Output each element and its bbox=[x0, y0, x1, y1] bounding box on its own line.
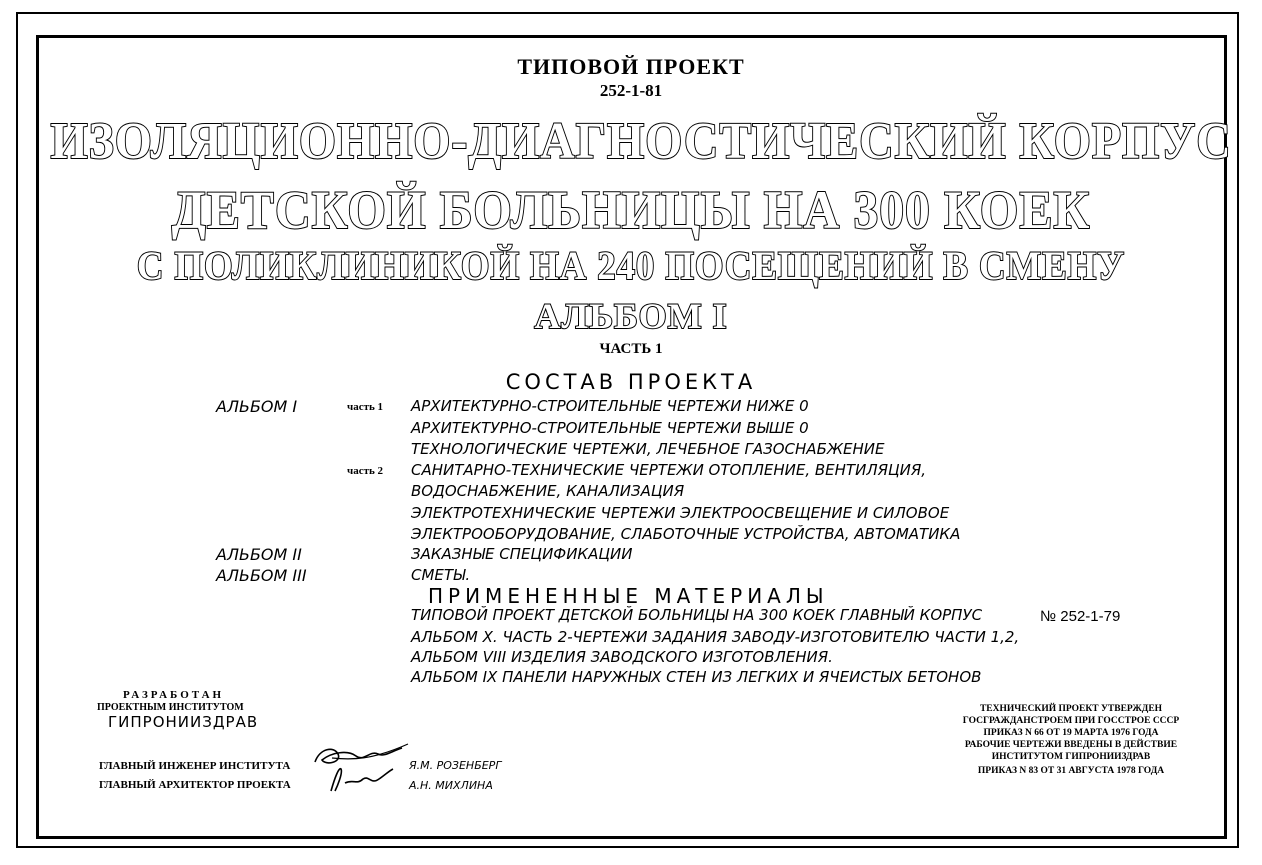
developer-institute-name: ГИПРОНИИЗДРАВ bbox=[108, 713, 259, 731]
composition-item: САНИТАРНО-ТЕХНИЧЕСКИЕ ЧЕРТЕЖИ ОТОПЛЕНИЕ, ВЕНТИЛЯЦИЯ, bbox=[411, 461, 927, 479]
project-type-label: ТИПОВОЙ ПРОЕКТ bbox=[517, 54, 745, 79]
composition-item: ЭЛЕКТРОТЕХНИЧЕСКИЕ ЧЕРТЕЖИ ЭЛЕКТРООСВЕЩЕНИЕ И СИЛОВОЕ bbox=[411, 504, 950, 522]
composition-item: ТЕХНОЛОГИЧЕСКИЕ ЧЕРТЕЖИ, ЛЕЧЕБНОЕ ГАЗОСНАБЖЕНИЕ bbox=[411, 440, 885, 458]
materials-item: АЛЬБОМ X. ЧАСТЬ 2-ЧЕРТЕЖИ ЗАДАНИЯ ЗАВОДУ-ИЗГОТОВИТЕЛЮ ЧАСТИ 1,2, bbox=[411, 628, 1020, 646]
developer-heading: РАЗРАБОТАН bbox=[123, 689, 225, 701]
materials-item: АЛЬБОМ IX ПАНЕЛИ НАРУЖНЫХ СТЕН ИЗ ЛЕГКИХ И ЯЧЕИСТЫХ БЕТОНОВ bbox=[411, 668, 982, 686]
approval-line: ИНСТИТУТОМ ГИПРОНИИЗДРАВ bbox=[991, 752, 1151, 762]
signature-role-1: ГЛАВНЫЙ ИНЖЕНЕР ИНСТИТУТА bbox=[99, 760, 291, 772]
composition-part-label: часть 1 bbox=[347, 401, 384, 413]
title-line-1: ИЗОЛЯЦИОННО-ДИАГНОСТИЧЕСКИЙ КОРПУС bbox=[50, 113, 1232, 170]
album-title: АЛЬБОМ I bbox=[534, 296, 728, 336]
approval-line: ГОСГРАЖДАНСТРОЕМ ПРИ ГОССТРОЕ СССР bbox=[962, 716, 1180, 726]
signature-image-2 bbox=[325, 763, 395, 795]
composition-item: ЭЛЕКТРООБОРУДОВАНИЕ, СЛАБОТОЧНЫЕ УСТРОЙСТВА, АВТОМАТИКА bbox=[411, 525, 961, 543]
materials-item: АЛЬБОМ VIII ИЗДЕЛИЯ ЗАВОДСКОГО ИЗГОТОВЛЕНИЯ. bbox=[411, 648, 833, 666]
title-line-2: ДЕТСКОЙ БОЛЬНИЦЫ НА 300 КОЕК bbox=[171, 180, 1091, 240]
composition-part-label: часть 2 bbox=[347, 465, 384, 477]
composition-item: ЗАКАЗНЫЕ СПЕЦИФИКАЦИИ bbox=[411, 545, 633, 563]
composition-item: АРХИТЕКТУРНО-СТРОИТЕЛЬНЫЕ ЧЕРТЕЖИ НИЖЕ 0 bbox=[411, 397, 809, 415]
composition-album-label: АЛЬБОМ I bbox=[216, 397, 298, 416]
project-number: 252-1-81 bbox=[599, 81, 663, 100]
composition-item: АРХИТЕКТУРНО-СТРОИТЕЛЬНЫЕ ЧЕРТЕЖИ ВЫШЕ 0 bbox=[411, 419, 809, 437]
composition-album-label: АЛЬБОМ II bbox=[216, 545, 302, 564]
approval-line: РАБОЧИЕ ЧЕРТЕЖИ ВВЕДЕНЫ В ДЕЙСТВИЕ bbox=[964, 740, 1178, 750]
title-line-3: С ПОЛИКЛИНИКОЙ НА 240 ПОСЕЩЕНИЙ В СМЕНУ bbox=[136, 243, 1126, 288]
approval-line: ТЕХНИЧЕСКИЙ ПРОЕКТ УТВЕРЖДЕН bbox=[979, 704, 1163, 714]
materials-heading: ПРИМЕНЕННЫЕ МАТЕРИАЛЫ bbox=[428, 584, 829, 608]
composition-item: ВОДОСНАБЖЕНИЕ, КАНАЛИЗАЦИЯ bbox=[411, 482, 685, 500]
composition-album-label: АЛЬБОМ III bbox=[216, 566, 307, 585]
signature-name-1: Я.М. РОЗЕНБЕРГ bbox=[409, 759, 502, 772]
materials-item: ТИПОВОЙ ПРОЕКТ ДЕТСКОЙ БОЛЬНИЦЫ НА 300 КОЕК ГЛАВНЫЙ КОРПУС bbox=[411, 606, 983, 624]
signature-role-2: ГЛАВНЫЙ АРХИТЕКТОР ПРОЕКТА bbox=[99, 779, 291, 791]
approval-line: ПРИКАЗ N 83 ОТ 31 АВГУСТА 1978 ГОДА bbox=[977, 766, 1165, 776]
materials-project-number: № 252-1-79 bbox=[1040, 608, 1121, 625]
composition-heading: СОСТАВ ПРОЕКТА bbox=[505, 370, 757, 394]
composition-item: СМЕТЫ. bbox=[411, 566, 471, 584]
developer-institute-label: ПРОЕКТНЫМ ИНСТИТУТОМ bbox=[97, 702, 244, 713]
part-title: ЧАСТЬ 1 bbox=[599, 341, 663, 357]
approval-line: ПРИКАЗ N 66 ОТ 19 МАРТА 1976 ГОДА bbox=[983, 728, 1159, 738]
signature-name-2: А.Н. МИХЛИНА bbox=[409, 779, 493, 792]
